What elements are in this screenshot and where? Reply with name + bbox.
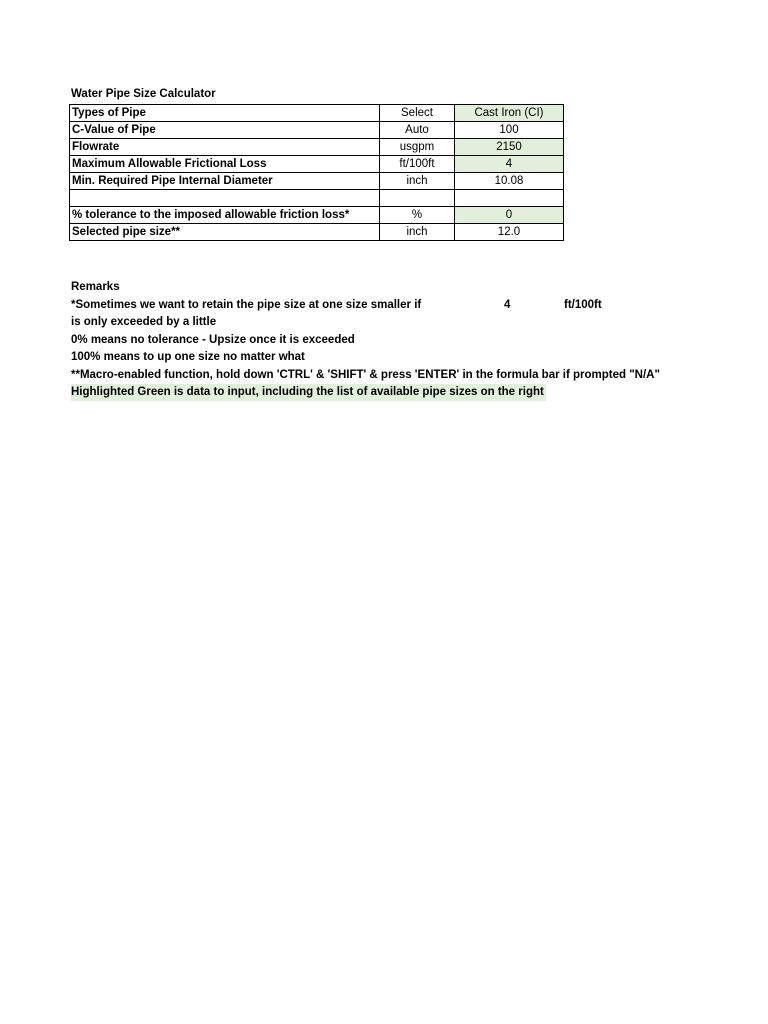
calculator-unit-cell[interactable]: inch xyxy=(380,224,455,241)
calculator-label-cell[interactable] xyxy=(70,190,380,207)
calculator-value-cell[interactable]: 0 xyxy=(455,207,564,224)
calculator-value-cell[interactable]: Cast Iron (CI) xyxy=(455,105,564,122)
calculator-label-cell[interactable]: Min. Required Pipe Internal Diameter xyxy=(70,173,380,190)
calculator-unit-cell[interactable]: usgpm xyxy=(380,139,455,156)
calculator-value-cell[interactable]: 100 xyxy=(455,122,564,139)
calculator-label-cell[interactable]: Types of Pipe xyxy=(70,105,380,122)
calculator-row xyxy=(70,224,564,241)
remark-line-3: 0% means no tolerance - Upsize once it is exceeded xyxy=(71,334,355,346)
remark-line-2: is only exceeded by a little xyxy=(71,316,217,328)
calculator-row xyxy=(70,190,564,207)
calculator-row xyxy=(70,207,564,224)
calculator-row xyxy=(70,122,564,139)
calculator-table xyxy=(69,104,564,241)
calculator-unit-cell[interactable] xyxy=(380,190,455,207)
calculator-value-cell[interactable]: 10.08 xyxy=(455,173,564,190)
remark-line-6: Highlighted Green is data to input, including the list of available pipe sizes on the right xyxy=(71,384,546,401)
remark-line-5: **Macro-enabled function, hold down 'CTRL' & 'SHIFT' & press 'ENTER' in the formula bar if prompted "N/A" xyxy=(71,369,660,381)
calculator-unit-cell[interactable]: Select xyxy=(380,105,455,122)
calculator-label-cell[interactable]: Flowrate xyxy=(70,139,380,156)
calculator-row xyxy=(70,156,564,173)
calculator-row xyxy=(70,105,564,122)
remark-line-1: *Sometimes we want to retain the pipe size at one size smaller if xyxy=(71,299,422,311)
calculator-label-cell[interactable]: % tolerance to the imposed allowable friction loss* xyxy=(70,207,380,224)
calculator-unit-cell[interactable]: % xyxy=(380,207,455,224)
calculator-label-cell[interactable]: Maximum Allowable Frictional Loss xyxy=(70,156,380,173)
calculator-row xyxy=(70,173,564,190)
calculator-title: Water Pipe Size Calculator xyxy=(71,88,216,100)
calculator-label-cell[interactable]: Selected pipe size** xyxy=(70,224,380,241)
calculator-unit-cell[interactable]: inch xyxy=(380,173,455,190)
calculator-label-cell[interactable]: C-Value of Pipe xyxy=(70,122,380,139)
calculator-unit-cell[interactable]: ft/100ft xyxy=(380,156,455,173)
remark-friction-unit: ft/100ft xyxy=(564,299,602,311)
calculator-value-cell[interactable] xyxy=(455,190,564,207)
calculator-value-cell[interactable]: 4 xyxy=(455,156,564,173)
remarks-heading: Remarks xyxy=(71,281,120,293)
calculator-value-cell[interactable]: 2150 xyxy=(455,139,564,156)
calculator-row xyxy=(70,139,564,156)
calculator-unit-cell[interactable]: Auto xyxy=(380,122,455,139)
remark-line-4: 100% means to up one size no matter what xyxy=(71,351,305,363)
calculator-value-cell[interactable]: 12.0 xyxy=(455,224,564,241)
remark-friction-value: 4 xyxy=(504,299,511,311)
